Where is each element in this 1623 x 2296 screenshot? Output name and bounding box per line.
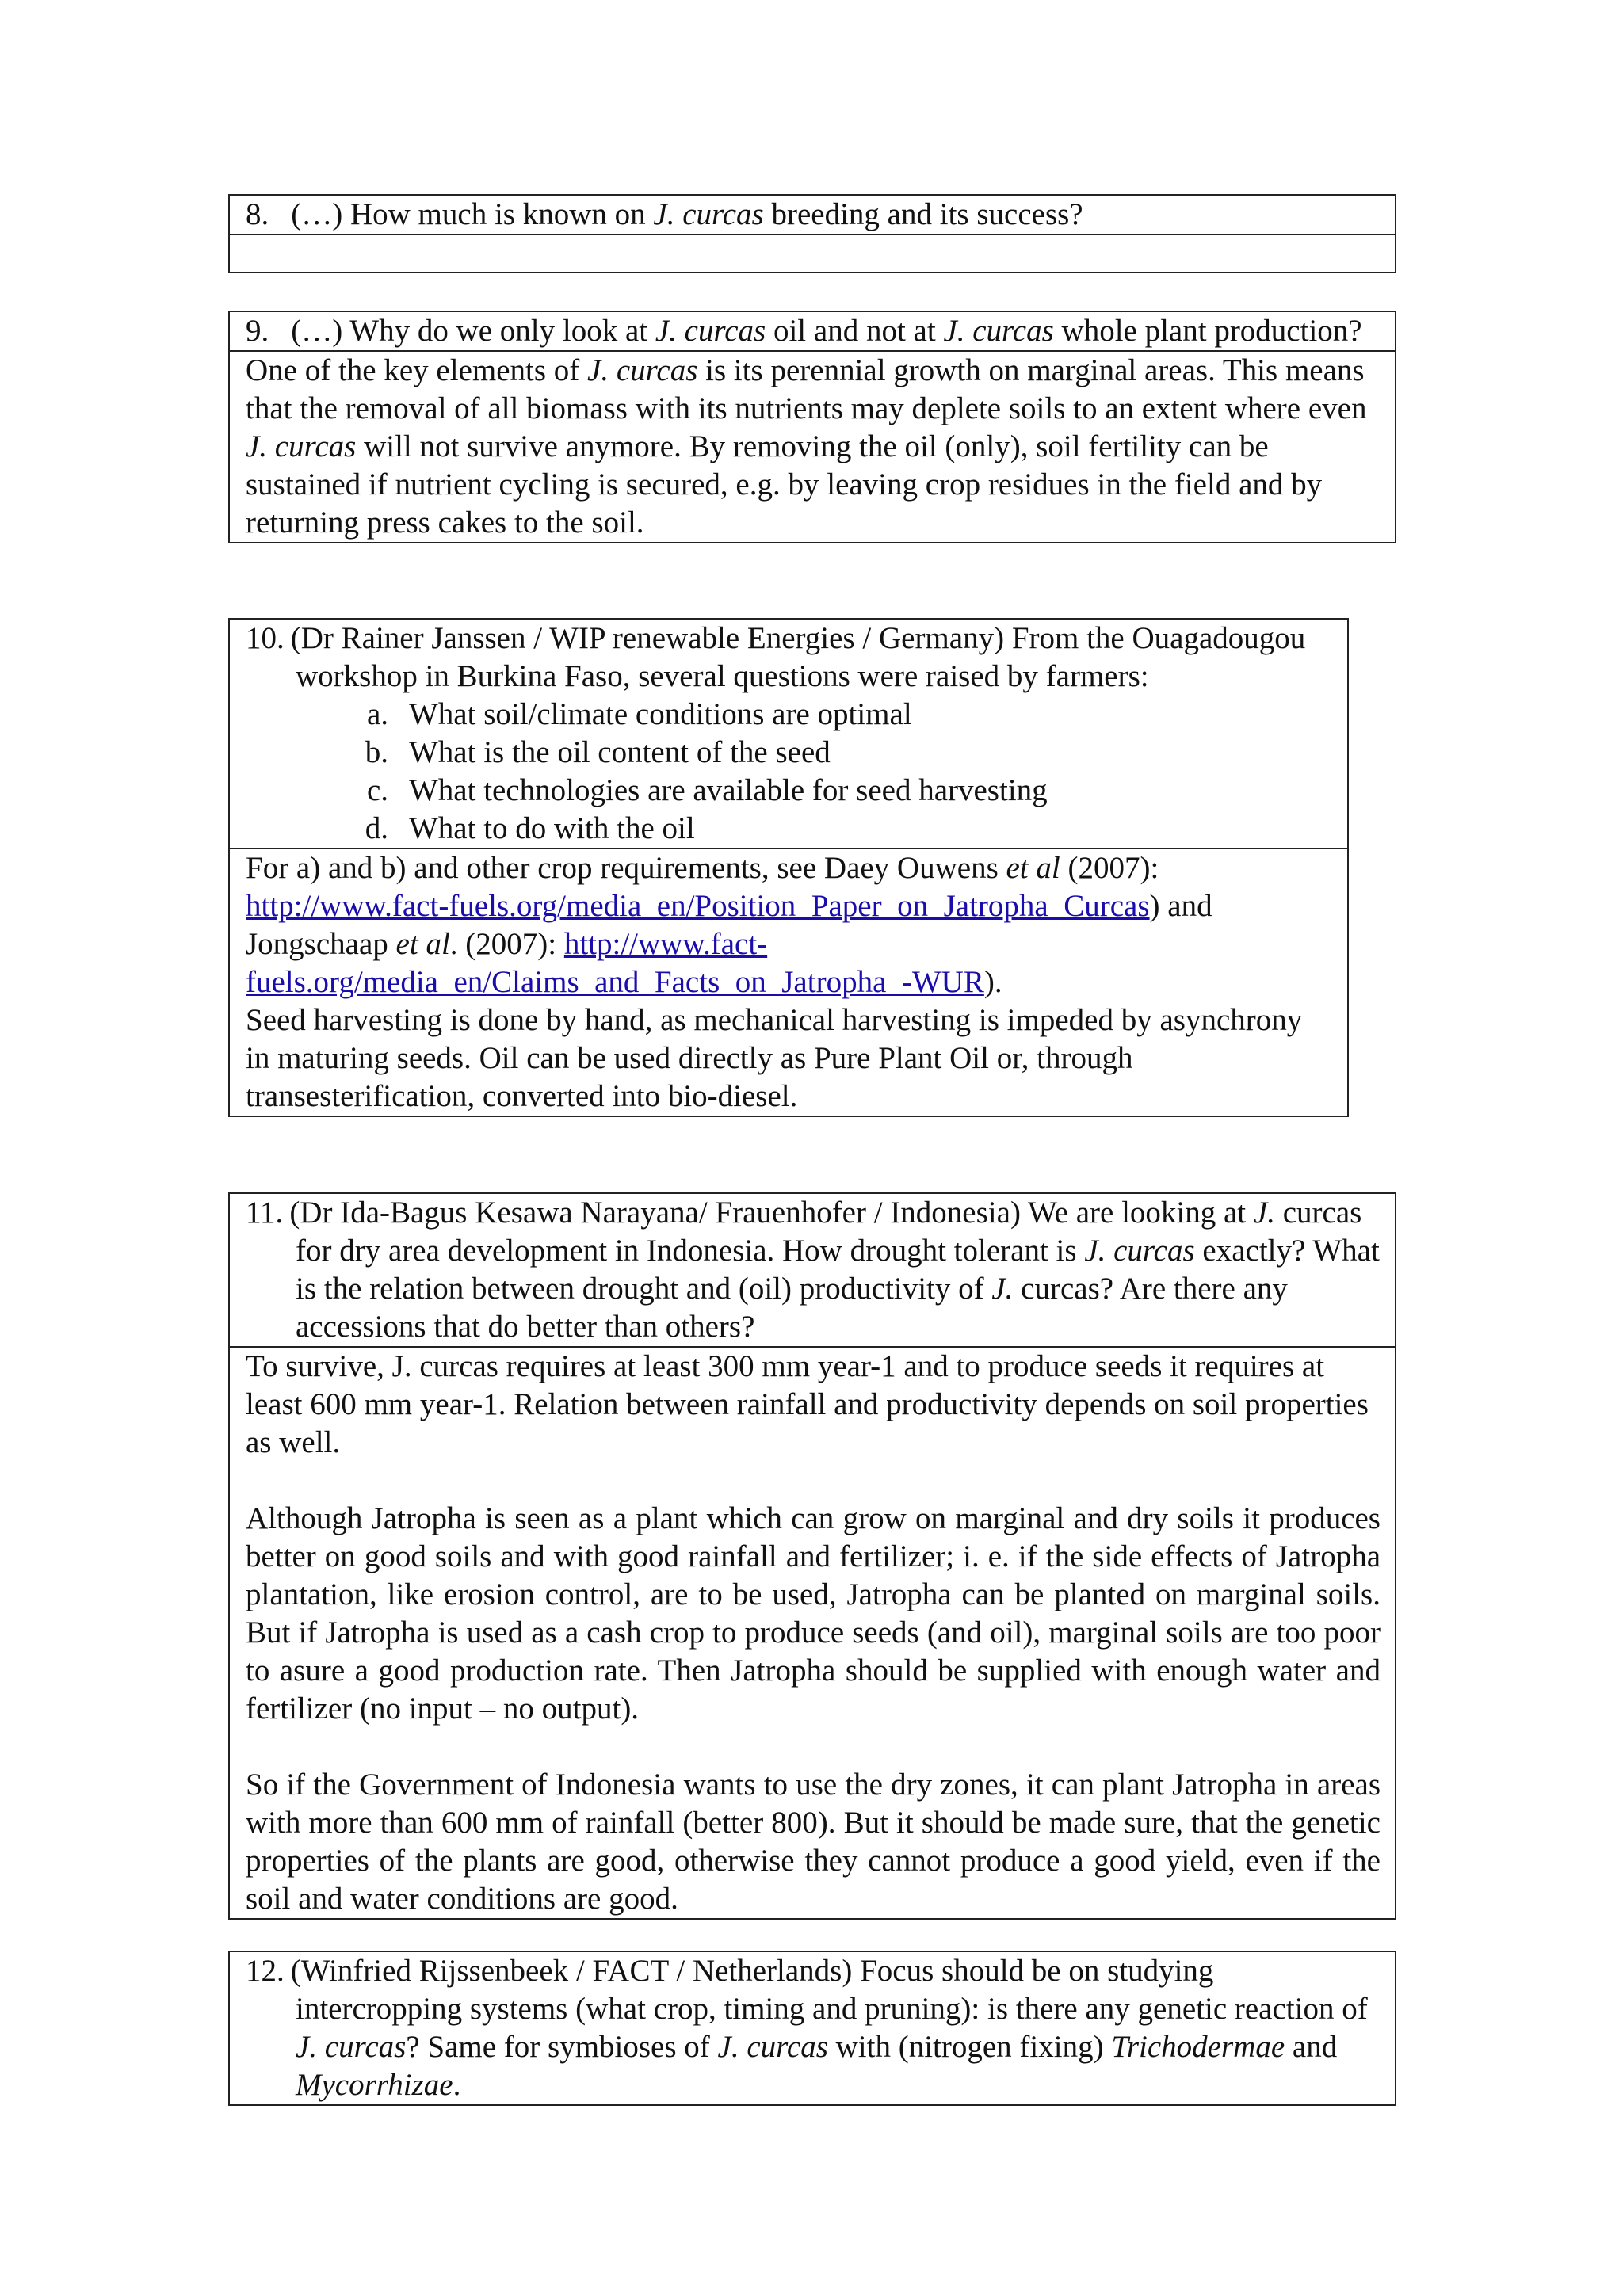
answer-11 xyxy=(230,1346,1395,1918)
answer-10: For a) and b) and other crop requirements, see Daey Ouwens et al (2007): http://www.fact-fuels.org/media_en/Position_Paper_on_Jatropha_Curcas) and Jongschaap et al. (2007): http://www.fact-fuels.org/media_en/Claims_and_Facts_on_Jatropha_-WUR). Seed harvesting is done by hand, as mechanical harvesting is impeded by asynchrony in maturing seeds. Oil can be used directly as Pure Plant Oil or, through transesterification, converted into bio-diesel. xyxy=(230,848,1347,1116)
question-8: 8. (…) How much is known on J. curcas breeding and its success? xyxy=(246,197,1083,231)
question-box-9 xyxy=(228,311,1396,543)
answer-paragraph: To survive, J. curcas requires at least 300 mm year-1 and to produce seeds it requires at least 600 mm year-1. Relation between rainfall and productivity depends on soil properties as well. xyxy=(246,1349,1369,1459)
list-item: a. What soil/climate conditions are optimal xyxy=(366,697,912,731)
question-number: 9. xyxy=(246,314,269,348)
answer-paragraph: So if the Government of Indonesia wants to use the dry zones, it can plant Jatropha in areas with more than 600 mm of rainfall (better 800). But it should be made sure, that the genetic properties of the plants are good, otherwise they cannot produce a good yield, even if the soil and water conditions are good. xyxy=(246,1768,1381,1916)
position-paper-link[interactable]: http://www.fact-fuels.org/media_en/Position_Paper_on_Jatropha_Curcas xyxy=(246,889,1150,923)
claims-facts-link[interactable]: http://www.fact-fuels.org/media_en/Claims_and_Facts_on_Jatropha_-WUR xyxy=(246,927,984,999)
list-item: c. What technologies are available for seed harvesting xyxy=(366,773,1048,807)
answer-8 xyxy=(230,234,1395,272)
question-box-11 xyxy=(228,1192,1396,1920)
list-item: b. What is the oil content of the seed xyxy=(365,735,831,769)
question-box-8 xyxy=(228,194,1396,273)
species-name: J. curcas xyxy=(653,197,764,231)
question-11: 11. (Dr Ida-Bagus Kesawa Narayana/ Frauenhofer / Indonesia) We are looking at J. curcas for dry area development in Indonesia. How drought tolerant is J. curcas exactly? What is the relation between drought and (oil) productivity of J. curcas? Are there any accessions that do better than others? xyxy=(246,1196,1380,1344)
answer-paragraph: Although Jatropha is seen as a plant which can grow on marginal and dry soils it produces better on good soils and with good rainfall and fertilizer; i. e. if the side effects of Jatropha plantation, like erosion control, are to be used, Jatropha can be planted on marginal soils. But if Jatropha is used as a cash crop to produce seeds (and oil), marginal soils are too poor to asure a good production rate. Then Jatropha should be supplied with enough water and fertilizer (no input – no output). xyxy=(246,1501,1381,1726)
question-number: 8. xyxy=(246,197,269,231)
question-number: 11. xyxy=(246,1196,284,1230)
question-number: 12. xyxy=(246,1954,285,1988)
question-9: 9. (…) Why do we only look at J. curcas oil and not at J. curcas whole plant production? xyxy=(246,314,1362,348)
question-number: 10. xyxy=(246,621,285,655)
question-box-12 xyxy=(228,1951,1396,2106)
list-item: d. What to do with the oil xyxy=(365,811,695,845)
question-12: 12. (Winfried Rijssenbeek / FACT / Netherlands) Focus should be on studying intercropping systems (what crop, timing and pruning): is there any genetic reaction of J. curcas? Same for symbioses of J. curcas with (nitrogen fixing) Trichodermae and Mycorrhizae. xyxy=(246,1954,1368,2102)
answer-9: One of the key elements of J. curcas is its perennial growth on marginal areas. This means that the removal of all biomass with its nutrients may deplete soils to an extent where even J. curcas will not survive anymore. By removing the oil (only), soil fertility can be sustained if nutrient cycling is secured, e.g. by leaving crop residues in the field and by returning press cakes to the soil. xyxy=(230,350,1395,542)
question-10: 10. (Dr Rainer Janssen / WIP renewable Energies / Germany) From the Ouagadougou workshop in Burkina Faso, several questions were raised by farmers: a. What soil/climate conditions are optimal b. What is the oil content of the seed c. What technologies are available for seed harvesting d. What to do with the oil xyxy=(230,620,1347,848)
question-box-10 xyxy=(228,618,1349,1117)
